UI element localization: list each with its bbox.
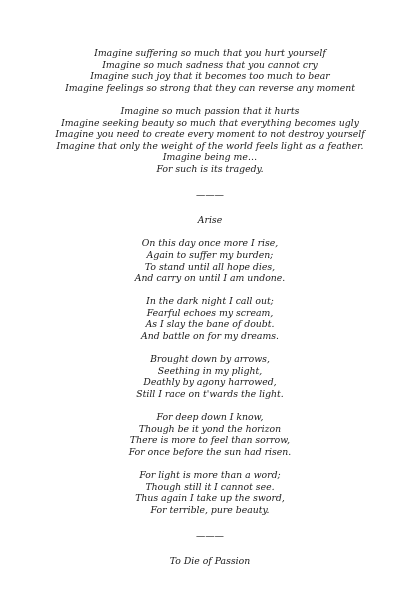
verse-line: For such is its tragedy. [156,163,264,175]
verse-line: Thus again I take up the sword, [135,493,285,505]
section-separator: ——— [196,530,224,542]
verse-line: Imagine such joy that it becomes too much to bear [90,71,330,83]
verse-line: Though be it yond the horizon [138,423,282,435]
verse-line: In the dark night I call out; [146,296,274,308]
verse-line: And battle on for my dreams. [141,331,279,343]
verse-line: Imagine you need to create every moment to not destroy yourself [55,129,365,141]
poem-stanza-5 [0,470,420,516]
verse-line: Imagine seeking beauty so much that everything becomes ugly [61,117,359,129]
poem-title: Arise [197,215,223,227]
verse-line: Though still it I cannot see. [145,481,275,493]
verse-line: Still I race on t'wards the light. [136,389,284,401]
verse-line: For terrible, pure beauty. [150,504,270,516]
verse-line: Imagine feelings so strong that they can reverse any moment [65,82,355,94]
prose-stanza-2 [0,106,420,176]
verse-line: For light is more than a word; [139,470,281,482]
verse-line: Imagine so much passion that it hurts [120,105,300,117]
verse-line: For deep down I know, [156,412,264,424]
section-separator: ——— [196,189,224,201]
prose-stanza-1 [0,48,420,94]
page-content [0,48,420,579]
verse-line: Again to suffer my burden; [146,249,274,261]
verse-line: Imagine that only the weight of the world feels light as a feather. [56,140,364,152]
verse-line: On this day once more I rise, [141,238,279,250]
verse-line: Fearful echoes my scream, [146,307,274,319]
verse-line: And carry on until I am undone. [134,273,286,285]
verse-line: As I slay the bane of doubt. [145,319,275,331]
verse-line: Deathly by agony harrowed, [143,377,277,389]
verse-line: Imagine so much sadness that you cannot cry [102,59,318,71]
verse-line: Brought down by arrows, [150,354,270,366]
verse-line: Seething in my plight, [157,365,263,377]
verse-line: There is more to feel than sorrow, [129,435,291,447]
verse-line: To stand until all hope dies, [144,261,276,273]
verse-line: Imagine suffering so much that you hurt yourself [94,48,326,59]
verse-line: Imagine being me… [162,152,258,164]
poem-stanza-2 [0,296,420,342]
next-poem-title: To Die of Passion [169,556,251,568]
verse-line: For once before the sun had risen. [128,447,292,458]
poem-stanza-3 [0,354,420,400]
poem-stanza-1 [0,238,420,284]
poem-stanza-4 [0,412,420,458]
